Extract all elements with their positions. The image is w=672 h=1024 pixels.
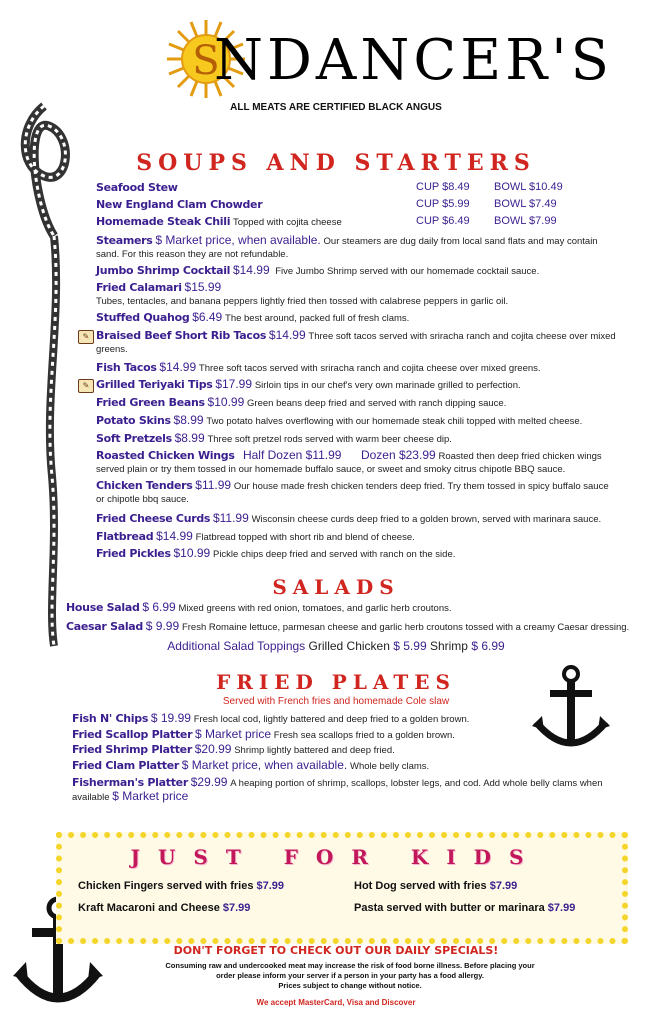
warning-line: Prices subject to change without notice. xyxy=(278,981,422,990)
soup-row-3: Homemade Steak Chili Topped with cojita cheese xyxy=(96,215,342,228)
section-fried-title: FRIED PLATES xyxy=(216,670,456,694)
soup-bowl-price: BOWL $7.99 xyxy=(494,215,557,227)
soup-cup-price: CUP $8.49 xyxy=(416,181,470,193)
soup-bowl-price: BOWL $10.49 xyxy=(494,181,563,193)
starter-item: Steamers $ Market price, when available. Our steamers are dug daily from local sand flats and may contain sand. For this reason they are not refundable. xyxy=(96,233,598,260)
starter-item: Soft Pretzels $8.99 Three soft pretzel rods served with warm beer cheese dip. xyxy=(96,431,452,445)
soup-row-2: New England Clam Chowder xyxy=(96,198,263,211)
anchor-icon xyxy=(530,664,612,756)
section-kids-title: JUST FOR KIDS xyxy=(130,845,542,869)
starter-item: Fried Green Beans $10.99 Green beans deep fried and served with ranch dipping sauce. xyxy=(96,395,507,409)
starter-item: Fried Cheese Curds $11.99 Wisconsin cheese curds deep fried to a golden brown, served with marinara sauce. xyxy=(96,511,602,525)
soup-bowl-price: BOWL $7.49 xyxy=(494,198,557,210)
starter-item: Stuffed Quahog $6.49 The best around, packed full of fresh clams. xyxy=(96,310,410,324)
starter-item: Fried Calamari $15.99 Tubes, tentacles, and banana peppers lightly fried then tossed with calabrese peppers in garlic oil. xyxy=(96,280,509,307)
restaurant-name: NDANCER'S xyxy=(214,28,613,93)
food-warning xyxy=(160,961,540,991)
starter-item: Fried Pickles $10.99 Pickle chips deep fried and served with ranch on the side. xyxy=(96,546,456,560)
tagline: ALL MEATS ARE CERTIFIED BLACK ANGUS xyxy=(230,102,442,113)
kids-item: Chicken Fingers served with fries $7.99 xyxy=(78,880,285,892)
fried-item: Fried Clam Platter $ Market price, when available. Whole belly clams. xyxy=(72,758,430,772)
chef-special-icon: ✎ xyxy=(78,330,94,344)
starter-item: Grilled Teriyaki Tips $17.99 Sirloin tips in our chef's very own marinade grilled to perfection. xyxy=(96,377,521,391)
chef-special-icon: ✎ xyxy=(78,379,94,393)
starter-item: Jumbo Shrimp Cocktail $14.99 Five Jumbo Shrimp served with our homemade cocktail sauce. xyxy=(96,263,540,277)
starter-item: Braised Beef Short Rib Tacos $14.99 Three soft tacos served with sriracha ranch and cojita cheese over mixed greens. xyxy=(96,328,616,355)
sun-letter: S xyxy=(192,38,220,84)
starter-item: Chicken Tenders $11.99 Our house made fresh chicken tenders deep fried. Try them tossed in spicy buffalo sauce or chipotle bbq sauce. xyxy=(96,478,609,505)
salad-item: Caesar Salad $ 9.99 Fresh Romaine lettuce, parmesan cheese and garlic herb croutons tossed with a creamy Caesar dressing. xyxy=(66,619,630,633)
kids-item: Kraft Macaroni and Cheese $7.99 xyxy=(78,902,251,914)
kids-item: Pasta served with butter or marinara $7.99 xyxy=(354,902,576,914)
salad-item: House Salad $ 6.99 Mixed greens with red onion, tomatoes, and garlic herb croutons. xyxy=(66,600,452,614)
daily-specials-reminder: DON'T FORGET TO CHECK OUT OUR DAILY SPECIALS! xyxy=(173,944,499,957)
accepted-cards: We accept MasterCard, Visa and Discover xyxy=(256,998,416,1007)
fried-item: Fried Scallop Platter $ Market price Fresh sea scallops fried to a golden brown. xyxy=(72,727,455,741)
starter-item: Flatbread $14.99 Flatbread topped with short rib and blend of cheese. xyxy=(96,529,415,543)
starter-item: Roasted Chicken Wings Half Dozen $11.99 Dozen $23.99 Roasted then deep fried chicken wings served plain or try them tossed in our homemade buffalo sauce, or sweet and smoky citrus chipotle BBQ sauce. xyxy=(96,448,602,475)
section-salads-title: SALADS xyxy=(272,575,400,599)
fried-subtitle: Served with French fries and homemade Cole slaw xyxy=(222,696,450,707)
rope-icon xyxy=(14,96,84,656)
starter-item: Potato Skins $8.99 Two potato halves overflowing with our homemade steak chili topped with melted cheese. xyxy=(96,413,583,427)
kids-item: Hot Dog served with fries $7.99 xyxy=(354,880,518,892)
starter-item: Fish Tacos $14.99 Three soft tacos served with sriracha ranch and cojita cheese over mixed greens. xyxy=(96,360,541,374)
salad-toppings: Additional Salad Toppings Grilled Chicken $ 5.99 Shrimp $ 6.99 xyxy=(167,639,505,653)
soup-cup-price: CUP $6.49 xyxy=(416,215,470,227)
soup-row-1: Seafood Stew xyxy=(96,181,178,194)
warning-line: order please inform your server if a person in your party has a food allergy. xyxy=(216,971,484,980)
warning-line: Consuming raw and undercooked meat may increase the risk of food borne illness. Before placing your xyxy=(165,961,535,970)
fried-item: Fish N' Chips $ 19.99 Fresh local cod, lightly battered and deep fried to a golden brown. xyxy=(72,711,470,725)
fried-item: Fried Shrimp Platter $20.99 Shrimp lightly battered and deep fried. xyxy=(72,742,395,756)
soup-cup-price: CUP $5.99 xyxy=(416,198,470,210)
fried-item: Fisherman's Platter $29.99 A heaping portion of shrimp, scallops, lobster legs, and cod. Add whole belly clams when available $ Market price xyxy=(72,775,603,803)
section-soups-title: SOUPS AND STARTERS xyxy=(136,150,536,176)
